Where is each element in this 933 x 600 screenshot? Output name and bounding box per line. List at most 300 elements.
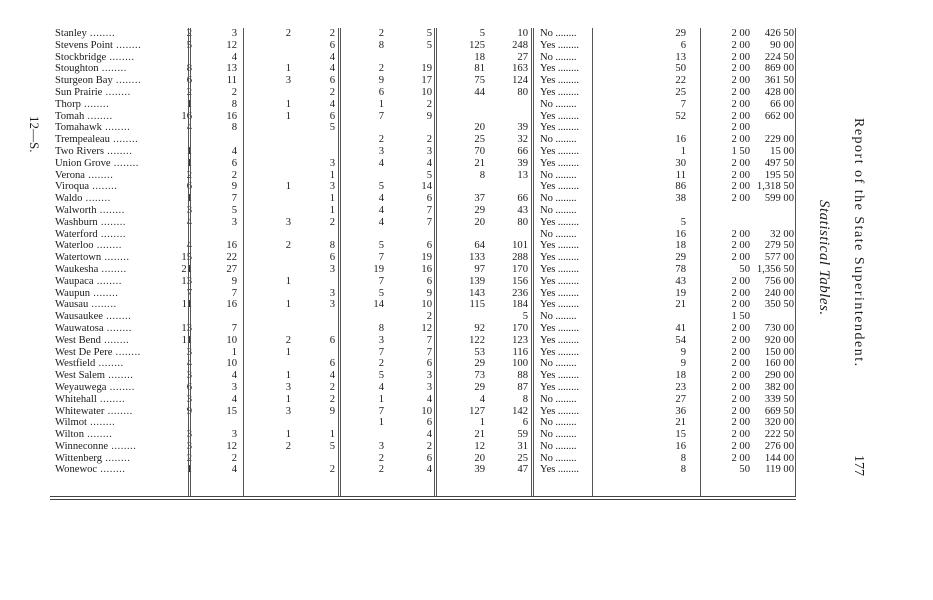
table-cell: 6 bbox=[186, 75, 192, 87]
leader-dots: ........ bbox=[88, 299, 117, 311]
table-row bbox=[50, 335, 795, 347]
table-cell: 1,356 50 bbox=[756, 263, 794, 275]
table-row bbox=[50, 252, 795, 264]
table-cell: 2 00 bbox=[731, 169, 750, 181]
table-cell: 13 bbox=[226, 63, 237, 75]
table-cell: 7 bbox=[378, 275, 384, 287]
table-cell: 50 bbox=[675, 63, 686, 75]
table-cell: 6 bbox=[329, 358, 335, 370]
table-cell: 2 00 bbox=[731, 393, 750, 405]
table-cell: 9 bbox=[680, 358, 686, 370]
table-cell: 18 bbox=[675, 240, 686, 252]
table-cell: 11 bbox=[226, 75, 237, 87]
table-cell: 127 bbox=[469, 405, 485, 417]
table-cell bbox=[540, 323, 610, 335]
table-cell: 9 bbox=[329, 405, 335, 417]
table-cell: 4 bbox=[378, 157, 384, 169]
table-cell: 10 bbox=[226, 358, 237, 370]
district-name bbox=[55, 40, 155, 52]
table-cell: 119 00 bbox=[765, 464, 794, 476]
table-cell: 1 bbox=[231, 346, 237, 358]
cell-text: No bbox=[540, 393, 553, 405]
table-cell: 1 bbox=[186, 193, 192, 205]
leader-dots: ........ bbox=[102, 311, 132, 323]
table-cell: 1 bbox=[186, 145, 192, 157]
table-cell: 90 00 bbox=[770, 39, 794, 51]
table-cell: 38 bbox=[675, 193, 686, 205]
table-cell bbox=[540, 122, 610, 134]
table-cell: 5 bbox=[378, 240, 384, 252]
table-cell: 2 bbox=[285, 334, 291, 346]
table-cell: 3 bbox=[231, 216, 237, 228]
cell-text: Waupun bbox=[55, 287, 91, 299]
cell-text: Stockbridge bbox=[55, 51, 107, 63]
table-row bbox=[50, 134, 795, 146]
table-cell: 75 bbox=[474, 75, 485, 87]
table-cell: 8 bbox=[479, 169, 485, 181]
table-cell: 19 bbox=[421, 63, 432, 75]
table-row bbox=[50, 240, 795, 252]
table-cell: 2 bbox=[231, 86, 237, 98]
table-cell: 9 bbox=[186, 405, 192, 417]
table-cell: 5 bbox=[479, 28, 485, 39]
table-cell bbox=[540, 240, 610, 252]
table-cell: 27 bbox=[226, 263, 237, 275]
cell-text: Yes bbox=[540, 63, 556, 75]
table-cell: 1 bbox=[378, 98, 384, 110]
table-cell: 25 bbox=[474, 134, 485, 146]
table-cell: 428 00 bbox=[764, 86, 794, 98]
table-cell: 4 bbox=[329, 63, 335, 75]
table-cell: 1 bbox=[378, 417, 384, 429]
table-cell bbox=[540, 464, 610, 476]
district-name bbox=[55, 264, 155, 276]
table-cell: 4 bbox=[186, 358, 192, 370]
leader-dots: ........ bbox=[552, 193, 577, 205]
table-cell: 4 bbox=[231, 145, 237, 157]
table-cell: 3 bbox=[378, 440, 384, 452]
table-cell: 2 bbox=[186, 169, 192, 181]
table-cell: 5 bbox=[186, 39, 192, 51]
table-row bbox=[50, 370, 795, 382]
table-cell: 20 bbox=[474, 122, 485, 134]
table-cell: 4 bbox=[479, 393, 485, 405]
table-cell: 1 bbox=[285, 370, 291, 382]
district-name bbox=[55, 394, 155, 406]
district-name bbox=[55, 406, 155, 418]
table-cell: 18 bbox=[474, 51, 485, 63]
district-name bbox=[55, 276, 155, 288]
table-bottom-rule bbox=[50, 496, 796, 497]
leader-dots: ........ bbox=[552, 98, 577, 110]
table-cell bbox=[540, 28, 610, 40]
table-cell: 10 bbox=[421, 86, 432, 98]
table-cell: 6 bbox=[231, 157, 237, 169]
table-cell bbox=[540, 181, 610, 193]
table-cell: 16 bbox=[226, 299, 237, 311]
cell-text: Stanley bbox=[55, 28, 87, 39]
table-cell: 19 bbox=[675, 287, 686, 299]
table-cell: 139 bbox=[469, 275, 485, 287]
table-cell: 22 bbox=[675, 75, 686, 87]
district-name bbox=[55, 382, 155, 394]
table-cell: 9 bbox=[231, 181, 237, 193]
leader-dots: ........ bbox=[108, 440, 137, 452]
table-cell: 12 bbox=[421, 322, 432, 334]
table-cell: 361 50 bbox=[764, 75, 794, 87]
table-cell: 756 00 bbox=[764, 275, 794, 287]
table-row bbox=[50, 52, 795, 64]
table-cell: 3 bbox=[426, 381, 432, 393]
table-cell: 144 00 bbox=[764, 452, 794, 464]
district-name bbox=[55, 229, 155, 241]
leader-dots: ........ bbox=[93, 240, 122, 252]
table-cell: 16 bbox=[181, 110, 192, 122]
table-cell: 10 bbox=[421, 299, 432, 311]
table-cell: 7 bbox=[231, 193, 237, 205]
table-row bbox=[50, 276, 795, 288]
table-cell: 9 bbox=[426, 110, 432, 122]
table-cell: 3 bbox=[285, 75, 291, 87]
table-cell: 222 50 bbox=[764, 429, 794, 441]
table-cell: 1 bbox=[329, 429, 335, 441]
table-cell: 2 bbox=[378, 28, 384, 39]
cell-text: Tomahawk bbox=[55, 122, 102, 134]
table-cell: 8 bbox=[329, 240, 335, 252]
table-row bbox=[50, 87, 795, 99]
leader-dots: ........ bbox=[552, 134, 577, 146]
table-cell: 32 bbox=[517, 134, 528, 146]
table-cell: 6 bbox=[426, 452, 432, 464]
cell-text: Waldo bbox=[55, 193, 83, 205]
table-row bbox=[50, 429, 795, 441]
district-name bbox=[55, 370, 155, 382]
table-cell: 122 bbox=[469, 334, 485, 346]
table-cell: 100 bbox=[512, 358, 528, 370]
table-cell: 6 bbox=[329, 334, 335, 346]
leader-dots: ........ bbox=[552, 51, 577, 63]
table-cell: 12 bbox=[474, 440, 485, 452]
table-cell: 29 bbox=[474, 204, 485, 216]
table-cell: 6 bbox=[426, 417, 432, 429]
table-cell: 2 bbox=[378, 464, 384, 476]
table-cell bbox=[540, 311, 610, 323]
table-cell: 7 bbox=[231, 322, 237, 334]
table-cell: 2 bbox=[231, 169, 237, 181]
table-cell: 2 00 bbox=[731, 181, 750, 193]
table-cell: 13 bbox=[675, 51, 686, 63]
table-cell: 17 bbox=[421, 75, 432, 87]
table-cell: 54 bbox=[675, 334, 686, 346]
table-cell: 4 bbox=[426, 464, 432, 476]
table-cell: 2 bbox=[378, 63, 384, 75]
table-cell bbox=[540, 111, 610, 123]
cell-text: Stevens Point bbox=[55, 39, 113, 51]
table-cell: 13 bbox=[517, 169, 528, 181]
table-cell: 31 bbox=[517, 440, 528, 452]
cell-text: Wausaukee bbox=[55, 311, 103, 323]
table-cell: 2 00 bbox=[731, 193, 750, 205]
table-cell: 2 bbox=[186, 28, 192, 39]
table-cell bbox=[540, 370, 610, 382]
table-cell: 8 bbox=[231, 98, 237, 110]
table-cell: 16 bbox=[675, 228, 686, 240]
table-cell: 133 bbox=[469, 252, 485, 264]
leader-dots: ........ bbox=[552, 393, 577, 405]
leader-dots: ........ bbox=[555, 157, 580, 169]
cell-text: No bbox=[540, 228, 553, 240]
leader-dots: ........ bbox=[555, 346, 580, 358]
table-cell: 3 bbox=[231, 28, 237, 39]
column-divider bbox=[243, 28, 244, 497]
table-cell: 11 bbox=[181, 334, 192, 346]
table-cell: 920 00 bbox=[764, 334, 794, 346]
district-name bbox=[55, 347, 155, 359]
cell-text: Waterford bbox=[55, 228, 98, 240]
table-cell: 16 bbox=[226, 240, 237, 252]
table-cell: 6 bbox=[186, 181, 192, 193]
leader-dots: ........ bbox=[552, 228, 577, 240]
table-cell: 6 bbox=[329, 39, 335, 51]
district-name bbox=[55, 63, 155, 75]
table-cell: 2 00 bbox=[731, 452, 750, 464]
table-cell bbox=[540, 394, 610, 406]
table-cell: 6 bbox=[426, 193, 432, 205]
cell-text: No bbox=[540, 98, 553, 110]
table-cell: 224 50 bbox=[764, 51, 794, 63]
table-cell: 22 bbox=[226, 252, 237, 264]
cell-text: Tomah bbox=[55, 110, 85, 122]
table-cell: 150 00 bbox=[764, 346, 794, 358]
cell-text: Trempealeau bbox=[55, 134, 110, 146]
table-row bbox=[50, 453, 795, 465]
table-cell: 6 bbox=[680, 39, 686, 51]
table-cell bbox=[540, 193, 610, 205]
leader-dots: ........ bbox=[100, 334, 130, 346]
table-cell: 2 00 bbox=[731, 110, 750, 122]
table-cell: 2 bbox=[426, 134, 432, 146]
cell-text: No bbox=[540, 452, 553, 464]
table-cell: 195 50 bbox=[764, 169, 794, 181]
cell-text: No bbox=[540, 417, 553, 429]
table-cell: 170 bbox=[512, 263, 528, 275]
table-row bbox=[50, 170, 795, 182]
table-cell: 4 bbox=[329, 51, 335, 63]
leader-dots: ........ bbox=[90, 287, 119, 299]
cell-text: Yes bbox=[540, 275, 556, 287]
leader-dots: ........ bbox=[555, 240, 580, 252]
table-cell: 184 bbox=[512, 299, 528, 311]
leader-dots: ........ bbox=[555, 287, 580, 299]
table-cell: 8 bbox=[186, 63, 192, 75]
leader-dots: ........ bbox=[112, 346, 141, 358]
cell-text: Two Rivers bbox=[55, 145, 104, 157]
table-row bbox=[50, 358, 795, 370]
cell-text: Yes bbox=[540, 145, 556, 157]
table-cell: 29 bbox=[474, 381, 485, 393]
table-cell: 8 bbox=[680, 464, 686, 476]
table-cell: 66 bbox=[517, 145, 528, 157]
table-cell: 2 00 bbox=[731, 228, 750, 240]
table-cell: 21 bbox=[474, 157, 485, 169]
district-name bbox=[55, 311, 155, 323]
table-cell bbox=[540, 406, 610, 418]
district-name bbox=[55, 288, 155, 300]
table-cell: 39 bbox=[517, 157, 528, 169]
table-cell: 11 bbox=[675, 169, 686, 181]
cell-text: No bbox=[540, 28, 553, 39]
district-name bbox=[55, 240, 155, 252]
district-name bbox=[55, 52, 155, 64]
leader-dots: ........ bbox=[555, 299, 580, 311]
cell-text: No bbox=[540, 429, 553, 441]
table-row bbox=[50, 464, 795, 476]
table-cell: 9 bbox=[426, 287, 432, 299]
table-cell: 4 bbox=[378, 216, 384, 228]
table-cell: 39 bbox=[517, 122, 528, 134]
table-cell: 50 bbox=[739, 263, 750, 275]
district-name bbox=[55, 453, 155, 465]
table-cell bbox=[540, 429, 610, 441]
table-cell: 1 bbox=[285, 181, 291, 193]
leader-dots: ........ bbox=[82, 193, 111, 205]
cell-text: Yes bbox=[540, 216, 556, 228]
cell-text: Yes bbox=[540, 181, 556, 193]
table-cell: 2 bbox=[329, 216, 335, 228]
table-cell: 21 bbox=[474, 429, 485, 441]
table-cell: 6 bbox=[329, 110, 335, 122]
table-cell: 1 bbox=[329, 193, 335, 205]
table-cell: 240 00 bbox=[764, 287, 794, 299]
table-cell: 497 50 bbox=[764, 157, 794, 169]
table-cell: 2 00 bbox=[731, 287, 750, 299]
table-cell: 4 bbox=[231, 51, 237, 63]
table-cell: 7 bbox=[231, 287, 237, 299]
cell-text: No bbox=[540, 169, 553, 181]
table-cell: 80 bbox=[517, 216, 528, 228]
cell-text: Waupaca bbox=[55, 275, 94, 287]
table-subtitle: Statistical Tables. bbox=[816, 200, 832, 316]
table-cell: 2 00 bbox=[731, 322, 750, 334]
table-cell: 16 bbox=[421, 263, 432, 275]
table-cell: 6 bbox=[426, 275, 432, 287]
table-cell bbox=[540, 335, 610, 347]
leader-dots: ........ bbox=[555, 322, 580, 334]
table-cell: 5 bbox=[329, 122, 335, 134]
table-cell: 279 50 bbox=[764, 240, 794, 252]
table-cell: 869 00 bbox=[764, 63, 794, 75]
table-cell: 10 bbox=[517, 28, 528, 39]
table-cell: 4 bbox=[329, 98, 335, 110]
table-cell: 2 bbox=[231, 452, 237, 464]
leader-dots: ........ bbox=[555, 370, 580, 382]
table-row bbox=[50, 40, 795, 52]
table-cell: 14 bbox=[421, 181, 432, 193]
table-cell: 7 bbox=[426, 216, 432, 228]
table-cell: 1 bbox=[285, 98, 291, 110]
table-cell: 2 00 bbox=[731, 346, 750, 358]
table-cell: 80 bbox=[517, 86, 528, 98]
table-row bbox=[50, 264, 795, 276]
table-cell bbox=[540, 358, 610, 370]
table-cell: 5 bbox=[378, 370, 384, 382]
table-cell: 4 bbox=[426, 429, 432, 441]
column-divider bbox=[434, 28, 437, 497]
column-divider bbox=[700, 28, 701, 497]
table-cell bbox=[540, 453, 610, 465]
table-cell: 5 bbox=[378, 287, 384, 299]
cell-text: Washburn bbox=[55, 216, 98, 228]
leader-dots: ........ bbox=[555, 405, 580, 417]
column-divider bbox=[592, 28, 593, 497]
table-row bbox=[50, 417, 795, 429]
table-row bbox=[50, 205, 795, 217]
table-row bbox=[50, 111, 795, 123]
table-cell: 2 bbox=[329, 28, 335, 39]
table-cell: 4 bbox=[378, 381, 384, 393]
leader-dots: ........ bbox=[555, 63, 580, 75]
table-cell: 59 bbox=[517, 429, 528, 441]
table-cell: 7 bbox=[426, 204, 432, 216]
table-row bbox=[50, 75, 795, 87]
district-name bbox=[55, 464, 155, 476]
district-name bbox=[55, 181, 155, 193]
table-cell bbox=[540, 63, 610, 75]
table-cell: 3 bbox=[426, 145, 432, 157]
table-cell: 10 bbox=[226, 334, 237, 346]
table-cell: 7 bbox=[378, 110, 384, 122]
table-cell: 1 bbox=[285, 110, 291, 122]
leader-dots: ........ bbox=[112, 75, 142, 87]
table-row bbox=[50, 288, 795, 300]
table-row bbox=[50, 217, 795, 229]
cell-text: Yes bbox=[540, 122, 556, 134]
leader-dots: ........ bbox=[555, 75, 580, 87]
table-cell: 1 bbox=[285, 275, 291, 287]
leader-dots: ........ bbox=[85, 169, 114, 181]
table-cell: 236 bbox=[512, 287, 528, 299]
cell-text: Yes bbox=[540, 322, 556, 334]
table-cell: 3 bbox=[285, 381, 291, 393]
table-cell: 5 bbox=[426, 28, 432, 39]
cell-text: Waukesha bbox=[55, 263, 99, 275]
district-name bbox=[55, 28, 155, 40]
table-cell: 3 bbox=[285, 405, 291, 417]
table-cell: 2 00 bbox=[731, 440, 750, 452]
table-cell: 8 bbox=[231, 122, 237, 134]
table-cell: 21 bbox=[675, 299, 686, 311]
column-divider bbox=[795, 28, 796, 497]
table-cell: 1 bbox=[285, 429, 291, 441]
cell-text: Whitewater bbox=[55, 405, 105, 417]
cell-text: No bbox=[540, 358, 553, 370]
table-cell: 21 bbox=[181, 263, 192, 275]
table-cell: 16 bbox=[675, 134, 686, 146]
table-cell: 81 bbox=[474, 63, 485, 75]
cell-text: Westfield bbox=[55, 358, 96, 370]
cell-text: Verona bbox=[55, 169, 86, 181]
table-cell: 43 bbox=[675, 275, 686, 287]
table-cell: 7 bbox=[426, 346, 432, 358]
cell-text: Yes bbox=[540, 287, 556, 299]
leader-dots: ........ bbox=[555, 216, 580, 228]
table-cell: 8 bbox=[680, 452, 686, 464]
table-cell: 3 bbox=[329, 287, 335, 299]
leader-dots: ........ bbox=[96, 204, 125, 216]
cell-text: Sun Prairie bbox=[55, 86, 103, 98]
table-cell: 3 bbox=[329, 157, 335, 169]
table-cell: 2 00 bbox=[731, 334, 750, 346]
